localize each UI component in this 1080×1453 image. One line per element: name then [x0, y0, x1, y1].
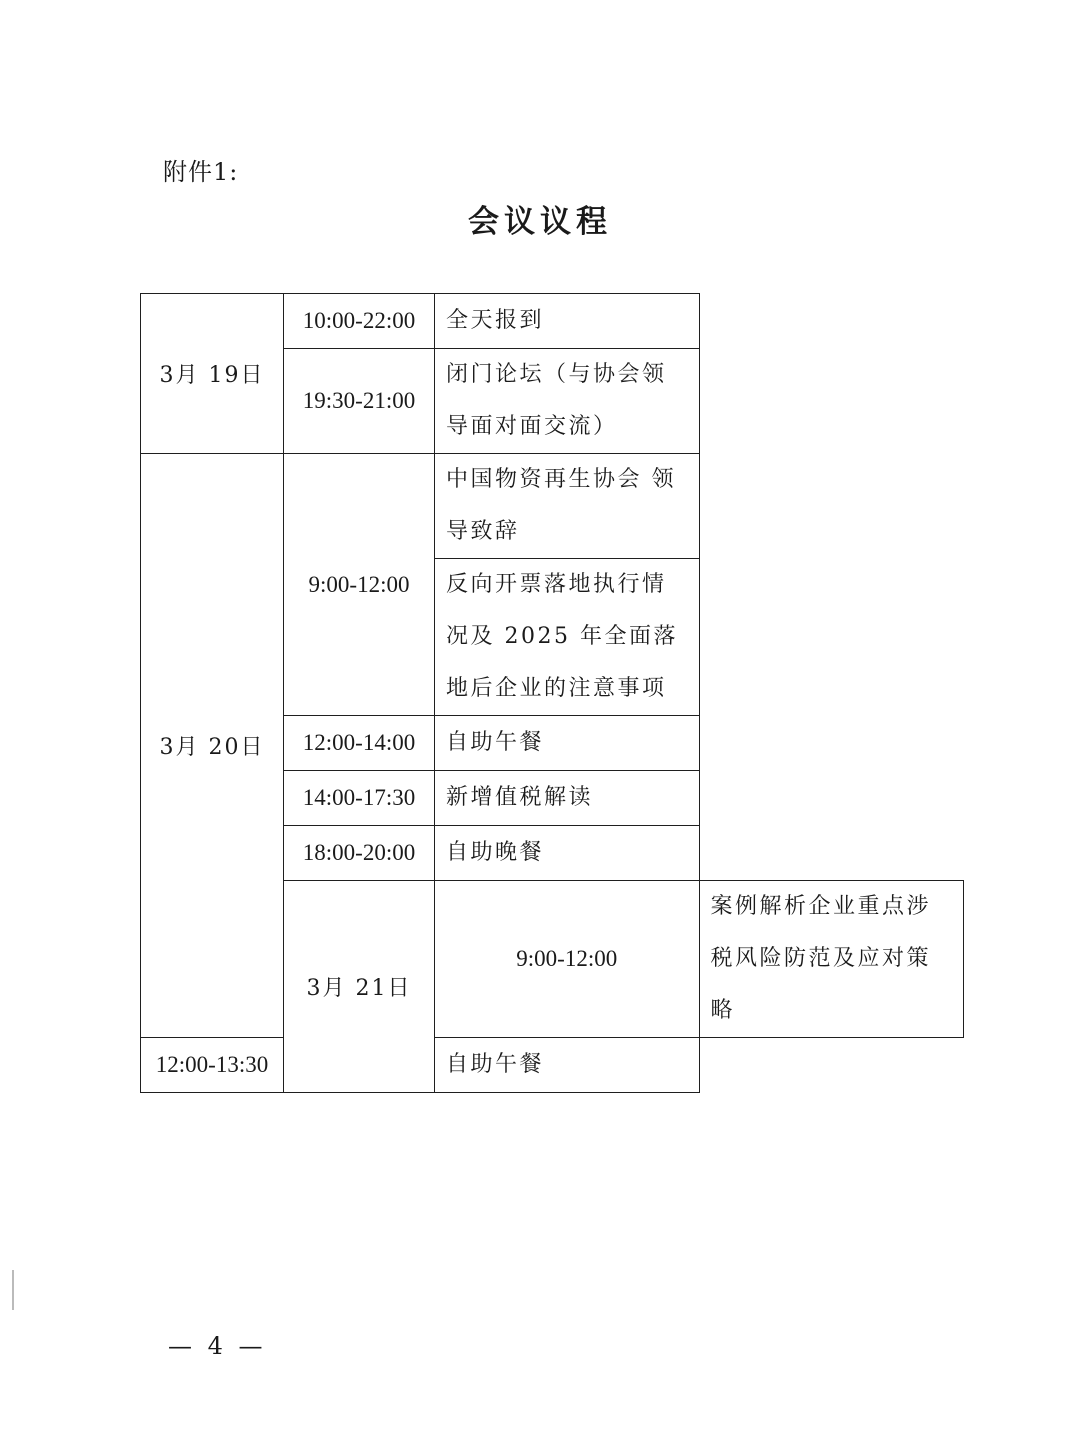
table-row [141, 1038, 964, 1093]
time-cell: 18:00-20:00 [284, 826, 435, 881]
table-row [141, 454, 964, 559]
agenda-item: 闭门论坛（与协会领导面对面交流） [435, 349, 700, 454]
agenda-item: 反向开票落地执行情况及 2025 年全面落地后企业的注意事项 [435, 559, 700, 716]
time-cell: 19:30-21:00 [284, 349, 435, 454]
scan-mark [12, 1270, 14, 1310]
agenda-item: 全天报到 [435, 294, 700, 349]
time-cell: 10:00-22:00 [284, 294, 435, 349]
date-cell: 3月 19日 [141, 294, 284, 454]
agenda-item: 中国物资再生协会 领导致辞 [435, 454, 700, 559]
page-number: — 4 — [168, 1332, 267, 1360]
time-cell: 14:00-17:30 [284, 771, 435, 826]
time-cell: 9:00-12:00 [435, 881, 700, 1038]
table-row [141, 294, 964, 349]
agenda-table [140, 293, 964, 1093]
agenda-item: 自助晚餐 [435, 826, 700, 881]
date-cell: 3月 20日 [141, 454, 284, 1038]
date-cell: 3月 21日 [284, 881, 435, 1093]
time-cell: 12:00-13:30 [141, 1038, 284, 1093]
attachment-label: 附件1: [163, 158, 239, 186]
time-cell: 12:00-14:00 [284, 716, 435, 771]
time-cell: 9:00-12:00 [284, 454, 435, 716]
agenda-item: 案例解析企业重点涉税风险防范及应对策略 [699, 881, 964, 1038]
agenda-item: 自助午餐 [435, 1038, 700, 1093]
page-title: 会议议程 [468, 204, 612, 240]
agenda-item: 自助午餐 [435, 716, 700, 771]
agenda-item: 新增值税解读 [435, 771, 700, 826]
